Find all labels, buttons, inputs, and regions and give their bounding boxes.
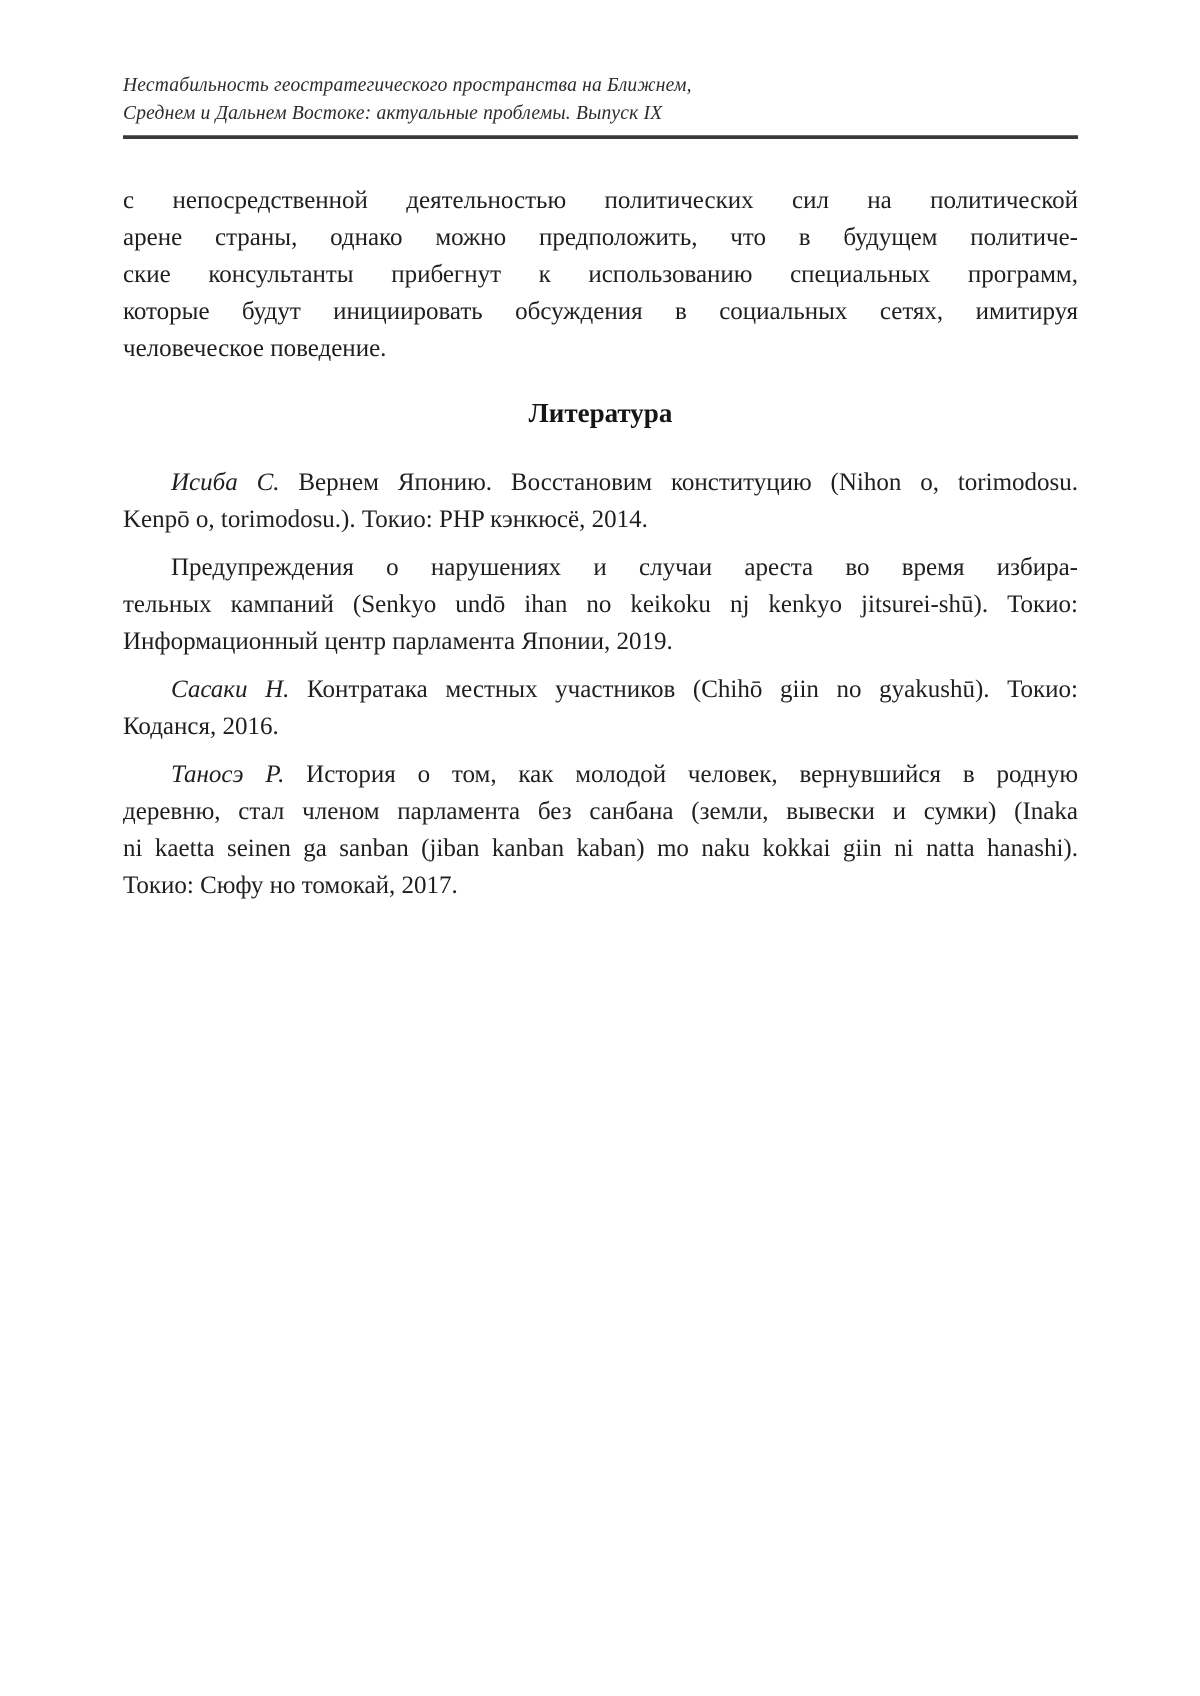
paragraph-line: которые будут инициировать обсуждения в социальных сетях, имитируя bbox=[123, 298, 1078, 325]
reference-line: ni kaetta seinen ga sanban (jiban kanban kaban) mo naku kokkai giin ni natta hanashi). bbox=[123, 835, 1078, 862]
body-paragraph bbox=[123, 182, 1078, 367]
reference-entry bbox=[123, 549, 1078, 660]
paragraph-line: человеческое поведение. bbox=[123, 335, 387, 362]
reference-line: деревню, стал членом парламента без санбана (земли, вывески и сумки) (Inaka bbox=[123, 798, 1078, 825]
reference-line bbox=[123, 549, 1078, 586]
reference-entry bbox=[123, 671, 1078, 745]
reference-line bbox=[123, 671, 1078, 708]
page-body bbox=[123, 182, 1078, 904]
reference-author: Таносэ Р. bbox=[171, 761, 285, 788]
reference-entry bbox=[123, 756, 1078, 904]
reference-line bbox=[123, 756, 1078, 793]
reference-text: Вернем Японию. Восстановим конституцию (Nihon o, torimodosu. bbox=[279, 469, 1078, 496]
header-rule bbox=[123, 135, 1078, 139]
paragraph-line: арене страны, однако можно предположить, что в будущем политиче- bbox=[123, 224, 1078, 251]
reference-author: Сасаки Н. bbox=[171, 676, 290, 703]
reference-text: Контратака местных участников (Chihō giin no gyakushū). Токио: bbox=[289, 676, 1078, 703]
reference-list bbox=[123, 464, 1078, 904]
reference-line: Коданся, 2016. bbox=[123, 713, 279, 740]
reference-text: Предупреждения о нарушениях и случаи ареста во время избира- bbox=[171, 554, 1078, 581]
running-header-line2: Среднем и Дальнем Востоке: актуальные проблемы. Выпуск IX bbox=[123, 103, 663, 124]
paragraph-line: с непосредственной деятельностью политических сил на политической bbox=[123, 187, 1078, 214]
reference-text: История о том, как молодой человек, вернувшийся в родную bbox=[284, 761, 1078, 788]
reference-line: тельных кампаний (Senkyo undō ihan no keikoku nj kenkyo jitsurei-shū). Токио: bbox=[123, 591, 1078, 618]
paragraph-line: ские консультанты прибегнут к использованию специальных программ, bbox=[123, 261, 1078, 288]
section-title: Литература bbox=[528, 398, 673, 428]
running-header-line1: Нестабильность геостратегического пространства на Ближнем, bbox=[123, 75, 692, 96]
reference-line: Информационный центр парламента Японии, 2019. bbox=[123, 628, 673, 655]
reference-line: Kenpō o, torimodosu.). Токио: PHP кэнкюсё, 2014. bbox=[123, 506, 648, 533]
reference-line: Токио: Сюфу но томокай, 2017. bbox=[123, 872, 458, 899]
reference-entry bbox=[123, 464, 1078, 538]
running-header bbox=[123, 72, 1078, 128]
reference-author: Исиба С. bbox=[171, 469, 280, 496]
reference-line bbox=[123, 464, 1078, 501]
